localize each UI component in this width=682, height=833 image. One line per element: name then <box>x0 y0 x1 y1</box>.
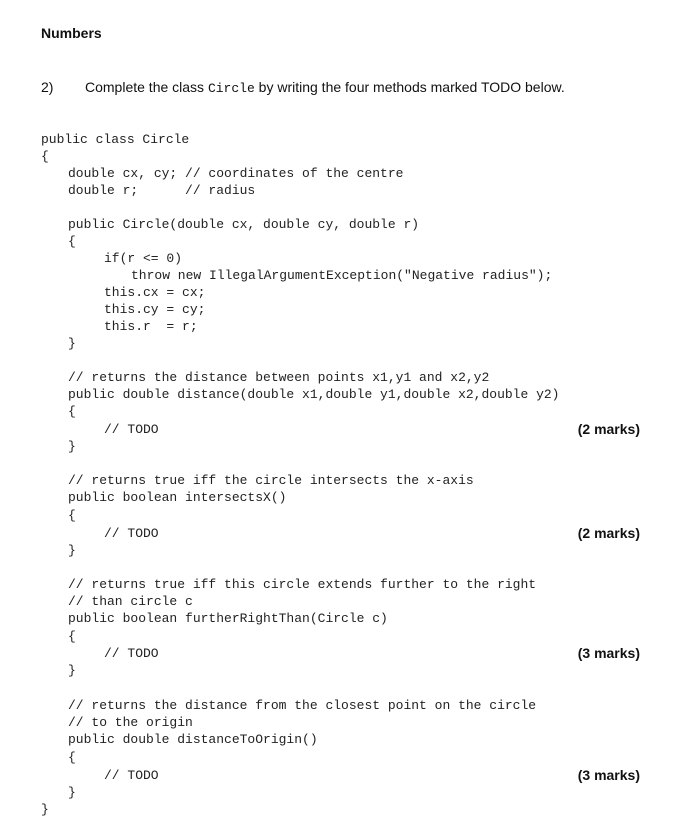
distanceorigin-todo: // TODO <box>104 768 159 783</box>
furtherright-close-brace: } <box>68 663 76 678</box>
intersectsx-open-brace: { <box>68 508 76 523</box>
constructor-throw: throw new IllegalArgumentException("Negative radius"); <box>131 268 553 283</box>
field-centre: double cx, cy; // coordinates of the centre <box>68 166 404 181</box>
furtherright-marks: (3 marks) <box>577 645 640 661</box>
distanceorigin-open-brace: { <box>68 750 76 765</box>
intersectsx-todo: // TODO <box>104 526 159 541</box>
distance-todo: // TODO <box>104 422 159 437</box>
furtherright-comment-2: // than circle c <box>68 594 193 609</box>
question-number: 2) <box>41 79 54 95</box>
distance-open-brace: { <box>68 404 76 419</box>
question-prompt <box>41 78 565 98</box>
question-class-name: Circle <box>207 81 255 96</box>
question-text-before: Complete the class <box>85 79 208 95</box>
furtherright-open-brace: { <box>68 629 76 644</box>
constructor-signature: public Circle(double cx, double cy, double r) <box>68 217 420 232</box>
constructor-open-brace: { <box>68 234 76 249</box>
class-close-brace: } <box>41 802 49 817</box>
distanceorigin-signature: public double distanceToOrigin() <box>68 732 318 747</box>
distance-marks: (2 marks) <box>577 421 640 437</box>
question-text-after: by writing the four methods marked TODO below. <box>254 79 565 95</box>
constructor-assign-cx: this.cx = cx; <box>104 285 206 300</box>
intersectsx-marks: (2 marks) <box>577 525 640 541</box>
intersectsx-close-brace: } <box>68 543 76 558</box>
distanceorigin-comment-2: // to the origin <box>68 715 193 730</box>
furtherright-signature: public boolean furtherRightThan(Circle c) <box>68 611 388 626</box>
furtherright-comment-1: // returns true iff this circle extends further to the right <box>68 577 537 592</box>
constructor-assign-cy: this.cy = cy; <box>104 302 206 317</box>
distance-signature: public double distance(double x1,double y1,double x2,double y2) <box>68 387 560 402</box>
class-declaration: public class Circle <box>41 132 190 147</box>
class-open-brace: { <box>41 149 49 164</box>
constructor-if: if(r <= 0) <box>104 251 183 266</box>
distanceorigin-marks: (3 marks) <box>577 767 640 783</box>
constructor-close-brace: } <box>68 336 76 351</box>
section-heading: Numbers <box>41 25 102 41</box>
distance-close-brace: } <box>68 439 76 454</box>
intersectsx-comment: // returns true iff the circle intersects the x-axis <box>68 473 474 488</box>
distance-comment: // returns the distance between points x1,y1 and x2,y2 <box>68 370 490 385</box>
furtherright-todo: // TODO <box>104 646 159 661</box>
field-radius: double r; // radius <box>68 183 256 198</box>
intersectsx-signature: public boolean intersectsX() <box>68 490 287 505</box>
constructor-assign-r: this.r = r; <box>104 319 198 334</box>
distanceorigin-comment-1: // returns the distance from the closest point on the circle <box>68 698 537 713</box>
distanceorigin-close-brace: } <box>68 785 76 800</box>
